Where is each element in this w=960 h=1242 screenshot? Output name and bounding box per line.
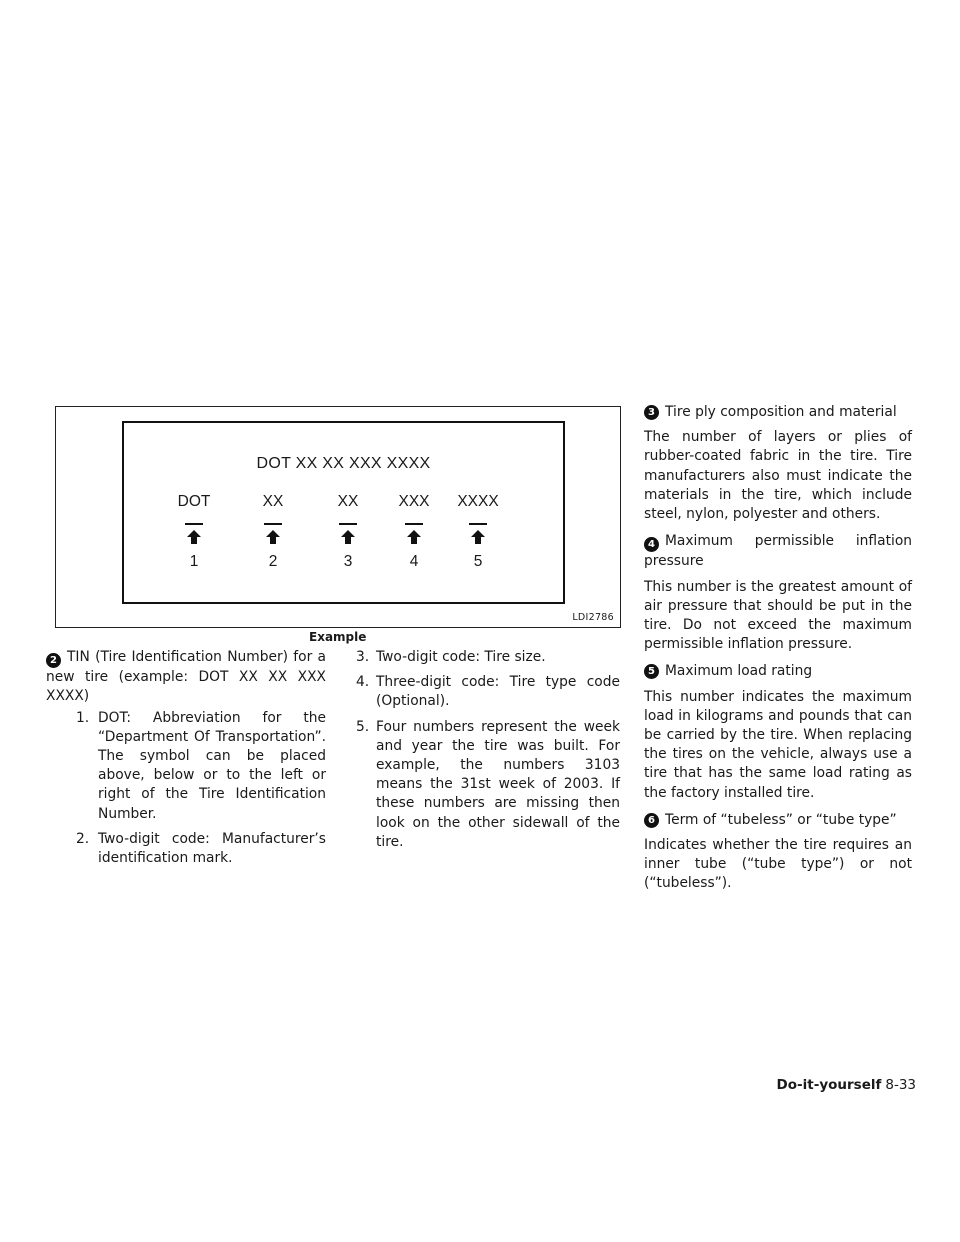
section-heading-pressure: 4 Maximum permissible inflation pressure bbox=[644, 533, 912, 570]
tin-list bbox=[76, 709, 326, 869]
field-code: DOT bbox=[177, 493, 211, 510]
field-underline bbox=[264, 523, 282, 525]
section-heading-load: 5 Maximum load rating bbox=[644, 662, 912, 681]
field-number: 3 bbox=[343, 553, 353, 570]
field-code: XXXX bbox=[457, 493, 499, 510]
up-arrow-icon bbox=[407, 530, 421, 544]
field-code: XXX bbox=[398, 493, 430, 510]
up-arrow-icon bbox=[187, 530, 201, 544]
figure-id: LDI2786 bbox=[572, 612, 614, 623]
number-badge: 5 bbox=[644, 664, 659, 679]
field-number: 1 bbox=[189, 553, 199, 570]
section-body-load: This number indicates the maximum load in kilograms and pounds that can be carried by the tire. When replacing the tires on the vehicle, always use a tire that has the same load rating as the factory installed tire. bbox=[644, 688, 912, 801]
field-number: 5 bbox=[473, 553, 483, 570]
list-item: 4. Three-digit code: Tire type code (Optional). bbox=[356, 674, 620, 710]
tin-field-5 bbox=[438, 493, 518, 571]
figure-caption: Example bbox=[309, 630, 367, 644]
list-item: 5. Four numbers represent the week and year the tire was built. For example, the numbers 3103 means the 31st week of 2003. If these numbers are missing then look on the other sidewall of the tire. bbox=[356, 718, 620, 850]
field-underline bbox=[469, 523, 487, 525]
list-item: 3. Two-digit code: Tire size. bbox=[356, 649, 546, 665]
field-code: XX bbox=[337, 493, 359, 510]
field-underline bbox=[339, 523, 357, 525]
tin-diagram-box bbox=[122, 421, 565, 604]
page-footer bbox=[777, 1077, 916, 1093]
footer-section: Do-it-yourself bbox=[776, 1077, 882, 1093]
number-badge: 3 bbox=[644, 405, 659, 420]
section-heading-tube: 6 Term of “tubeless” or “tube type” bbox=[644, 811, 912, 830]
tin-field-2 bbox=[233, 493, 313, 571]
tin-example-code: DOT XX XX XXX XXXX bbox=[256, 455, 431, 472]
number-badge: 6 bbox=[644, 813, 659, 828]
tin-example-figure bbox=[55, 406, 621, 628]
section-body-pressure: This number is the greatest amount of air pressure that should be put in the tire. Do not exceed the maximum permissible inflation pressure. bbox=[644, 578, 912, 653]
right-column bbox=[644, 403, 912, 894]
page-number: 8-33 bbox=[885, 1077, 916, 1093]
tin-list-continued bbox=[356, 648, 620, 852]
up-arrow-icon bbox=[341, 530, 355, 544]
number-badge: 2 bbox=[46, 653, 61, 668]
section-heading bbox=[46, 648, 326, 707]
field-number: 4 bbox=[409, 553, 419, 570]
number-badge: 4 bbox=[644, 537, 659, 552]
section-body-ply: The number of layers or plies of rubber-coated fabric in the tire. Tire manufacturers also must indicate the materials in the tire, which include steel, nylon, polyester and others. bbox=[644, 429, 912, 523]
section-heading-ply: 3 Tire ply composition and material bbox=[644, 403, 912, 422]
section-body-tube: Indicates whether the tire requires an inner tube (“tube type”) or not (“tubeless”). bbox=[644, 836, 912, 892]
field-code: XX bbox=[262, 493, 284, 510]
field-underline bbox=[185, 523, 203, 525]
field-number: 2 bbox=[268, 553, 278, 570]
up-arrow-icon bbox=[266, 530, 280, 544]
up-arrow-icon bbox=[471, 530, 485, 544]
list-item: 2. Two-digit code: Manufacturer’s identification mark. bbox=[76, 830, 326, 866]
tin-field-1 bbox=[154, 493, 234, 571]
list-item: 1. DOT: Abbreviation for the “Department Of Transportation”. The symbol can be placed above, below or to the left or right of the Tire Identification Number. bbox=[76, 709, 326, 822]
field-underline bbox=[405, 523, 423, 525]
heading-text: TIN (Tire Identification Number) for a new tire (example: DOT XX XX XXX XXXX) bbox=[46, 649, 326, 705]
section-tin bbox=[46, 648, 326, 868]
